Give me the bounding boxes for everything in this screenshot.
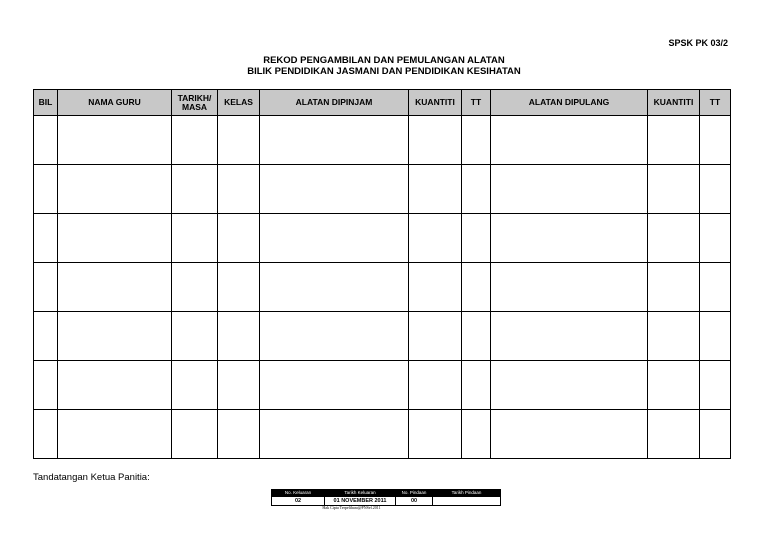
record-table — [33, 89, 731, 459]
table-cell — [34, 214, 58, 263]
revision-header-tarikh-keluaran: Tarikh Keluaran — [325, 490, 396, 497]
table-cell — [172, 214, 218, 263]
header-masa: MASA — [181, 101, 208, 112]
table-row — [34, 214, 731, 263]
header-kuantiti-dipulang: KUANTITI — [648, 90, 700, 116]
table-cell — [462, 361, 491, 410]
table-cell — [409, 361, 462, 410]
document-title-line2: BILIK PENDIDIKAN JASMANI DAN PENDIDIKAN KESIHATAN — [247, 66, 521, 77]
revision-no-pindaan: 00 — [396, 497, 433, 506]
document-code: SPSK PK 03/2 — [668, 38, 728, 48]
table-cell — [260, 312, 409, 361]
revision-header-row — [272, 490, 501, 497]
table-cell — [700, 214, 731, 263]
table-cell — [462, 165, 491, 214]
table-cell — [34, 116, 58, 165]
header-bil: BIL — [34, 90, 58, 116]
table-row — [34, 165, 731, 214]
table-cell — [409, 410, 462, 459]
header-kelas: KELAS — [218, 90, 260, 116]
table-cell — [172, 361, 218, 410]
table-cell — [462, 263, 491, 312]
table-cell — [409, 312, 462, 361]
table-cell — [462, 410, 491, 459]
table-cell — [58, 165, 172, 214]
table-cell — [172, 410, 218, 459]
table-cell — [409, 165, 462, 214]
table-cell — [700, 312, 731, 361]
revision-tarikh-keluaran: 01 NOVEMBER 2011 — [325, 497, 396, 506]
table-cell — [491, 214, 648, 263]
table-cell — [409, 214, 462, 263]
table-cell — [260, 410, 409, 459]
table-cell — [648, 263, 700, 312]
revision-tarikh-pindaan — [433, 497, 501, 506]
table-cell — [648, 214, 700, 263]
table-cell — [491, 361, 648, 410]
header-nama-guru: NAMA GURU — [58, 90, 172, 116]
table-cell — [218, 165, 260, 214]
table-cell — [648, 116, 700, 165]
table-cell — [58, 116, 172, 165]
table-cell — [172, 116, 218, 165]
table-cell — [260, 165, 409, 214]
table-cell — [409, 116, 462, 165]
table-cell — [34, 165, 58, 214]
table-cell — [260, 263, 409, 312]
header-tarikh: TARIKH/ — [177, 92, 212, 103]
table-cell — [491, 165, 648, 214]
table-cell — [648, 361, 700, 410]
table-cell — [648, 410, 700, 459]
table-cell — [462, 116, 491, 165]
table-body — [34, 116, 731, 459]
table-cell — [648, 312, 700, 361]
table-cell — [58, 410, 172, 459]
revision-table — [271, 489, 501, 506]
revision-header-no-pindaan: No. Pindaan — [396, 490, 433, 497]
table-row — [34, 263, 731, 312]
table-cell — [58, 263, 172, 312]
table-cell — [58, 214, 172, 263]
table-cell — [648, 165, 700, 214]
table-cell — [218, 312, 260, 361]
table-cell — [218, 214, 260, 263]
table-cell — [34, 263, 58, 312]
table-cell — [260, 214, 409, 263]
table-cell — [700, 263, 731, 312]
table-row — [34, 312, 731, 361]
header-tt-dipinjam: TT — [462, 90, 491, 116]
table-cell — [34, 361, 58, 410]
table-cell — [491, 312, 648, 361]
table-cell — [172, 263, 218, 312]
table-cell — [58, 312, 172, 361]
table-cell — [34, 410, 58, 459]
table-cell — [491, 116, 648, 165]
table-cell — [34, 312, 58, 361]
table-cell — [491, 263, 648, 312]
table-cell — [218, 361, 260, 410]
table-cell — [58, 361, 172, 410]
table-cell — [260, 361, 409, 410]
table-cell — [218, 410, 260, 459]
table-cell — [172, 312, 218, 361]
table-cell — [700, 361, 731, 410]
header-kuantiti-dipinjam: KUANTITI — [409, 90, 462, 116]
table-cell — [462, 214, 491, 263]
table-row — [34, 410, 731, 459]
table-cell — [700, 410, 731, 459]
table-row — [34, 116, 731, 165]
revision-header-tarikh-pindaan: Tarikh Pindaan — [433, 490, 501, 497]
header-alatan-dipulang: ALATAN DIPULANG — [491, 90, 648, 116]
header-tt-dipulang: TT — [700, 90, 731, 116]
copyright-text: Hak Cipta Terpelihara@PNSel.2011 — [322, 505, 381, 510]
table-cell — [172, 165, 218, 214]
table-cell — [409, 263, 462, 312]
table-header-row — [34, 90, 731, 116]
revision-header-no-keluaran: No. Keluaran — [272, 490, 325, 497]
signature-label: Tandatangan Ketua Panitia: — [33, 472, 150, 483]
table-cell — [700, 165, 731, 214]
revision-no-keluaran: 02 — [272, 497, 325, 506]
table-row — [34, 361, 731, 410]
document-title-line1: REKOD PENGAMBILAN DAN PEMULANGAN ALATAN — [263, 55, 505, 66]
header-alatan-dipinjam: ALATAN DIPINJAM — [260, 90, 409, 116]
table-cell — [700, 116, 731, 165]
table-cell — [462, 312, 491, 361]
table-cell — [218, 263, 260, 312]
table-cell — [218, 116, 260, 165]
table-cell — [491, 410, 648, 459]
header-tarikh-masa — [172, 90, 218, 116]
table-cell — [260, 116, 409, 165]
